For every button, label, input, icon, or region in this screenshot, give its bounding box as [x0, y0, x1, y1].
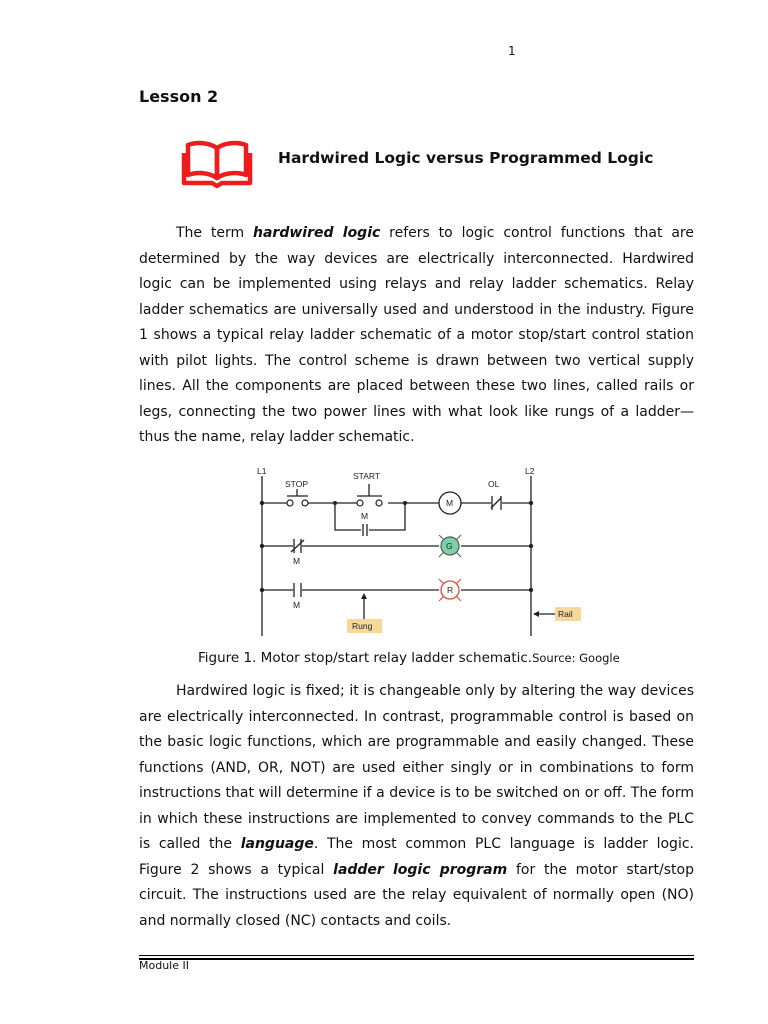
label-l2: L2 — [525, 466, 535, 476]
label-green-lamp: G — [446, 541, 453, 551]
label-start: START — [353, 471, 381, 481]
lesson-title: Lesson 2 — [139, 87, 219, 106]
label-no-contact: M — [293, 600, 301, 610]
open-book-icon — [182, 139, 252, 187]
caption-source: Source: Google — [532, 651, 620, 665]
footer-rule — [139, 955, 694, 956]
label-seal-contact: M — [361, 511, 369, 521]
label-ol: OL — [488, 479, 500, 489]
intro-paragraph: The term hardwired logic refers to logic control functions that are determined by the way devices are electrically interconnected. Hardwired logic can be implemented using relays and relay ladder schematics. Relay ladder schematics are universally used and understood in the industry. Figure 1 shows a typical relay ladder schematic of a motor stop/start control station with pilot lights. The control scheme is drawn between two vertical supply lines. All the components are placed between these two lines, called rails or legs, connecting the two power lines with what look like rungs of a ladder—thus the name, relay ladder schematic. — [139, 225, 694, 445]
term-ladder-logic-program: ladder logic program — [333, 861, 508, 878]
footer-rule-thick — [139, 958, 694, 960]
label-rung: Rung — [352, 621, 373, 631]
term-hardwired-logic: hardwired logic — [253, 225, 381, 241]
ladder-schematic-figure — [255, 462, 573, 642]
body-paragraph: Hardwired logic is fixed; it is changeable only by altering the way devices are electrically interconnected. In contrast, programmable control is based on the basic logic functions, which are programmable and easily changed. These functions (AND, OR, NOT) are used either singly or in combinations to form instructions that will determine if a device is to be switched on or off. The form in which these instructions are implemented to convey commands to the PLC is called the language. The most common PLC language is ladder logic. Figure 2 shows a typical ladder logic program for the motor start/stop circuit. The instructions used are the relay equivalent of normally open (NO) and normally closed (NC) contacts and coils. — [139, 683, 694, 929]
page-number: 1 — [508, 44, 516, 58]
term-language: language — [240, 836, 314, 852]
topic-title: Hardwired Logic versus Programmed Logic — [278, 149, 654, 167]
label-stop: STOP — [285, 479, 308, 489]
label-rail: Rail — [558, 609, 573, 619]
label-red-lamp: R — [447, 585, 454, 595]
footer-module: Module II — [139, 959, 189, 972]
label-motor-coil: M — [446, 498, 454, 508]
label-l1: L1 — [257, 466, 267, 476]
label-nc-contact: M — [293, 556, 301, 566]
figure-caption: Figure 1. Motor stop/start relay ladder schematic.Source: Google — [198, 650, 620, 666]
